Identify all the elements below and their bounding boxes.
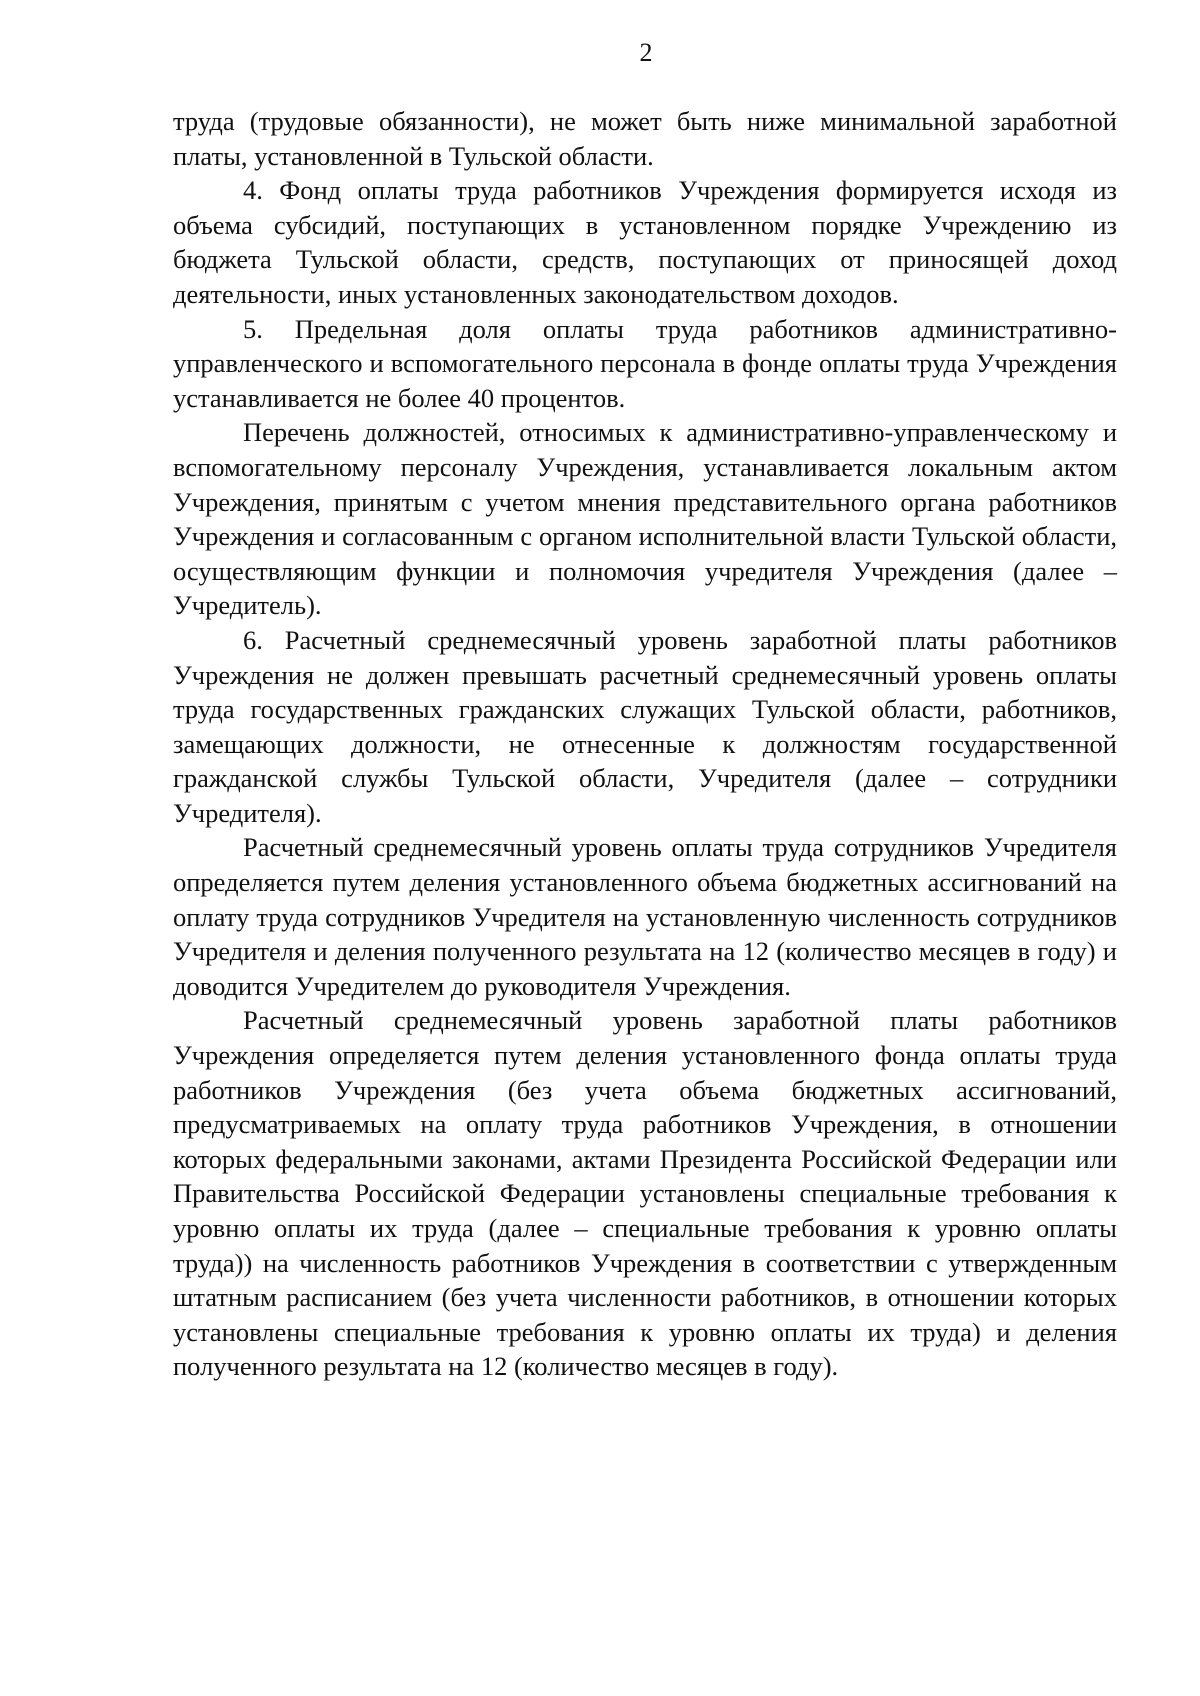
paragraph-continuation: труда (трудовые обязанности), не может быть ниже минимальной заработной платы, установленной в Тульской области.	[173, 106, 1117, 171]
paragraph-founder-salary-level: Расчетный среднемесячный уровень оплаты труда сотрудников Учредителя определяется путем деления установленного объема бюджетных ассигнований на оплату труда сотрудников Учредителя на установленную численность сотрудников Учредителя и деления полученного результата на 12 (количество месяцев в году) и доводится Учредителем до руководителя Учреждения.	[173, 832, 1117, 1001]
paragraph-item-5: 5. Предельная доля оплаты труда работников административно-управленческого и вспомогательного персонала в фонде оплаты труда Учреждения устанавливается не более 40 процентов.	[173, 313, 1117, 413]
document-body	[173, 104, 1117, 1384]
paragraph-item-6: 6. Расчетный среднемесячный уровень заработной платы работников Учреждения не должен превышать расчетный среднемесячный уровень оплаты труда государственных гражданских служащих Тульской области, работников, замещающих должности, не отнесенные к должностям государственной гражданской службы Тульской области, Учредителя (далее – сотрудники Учредителя).	[173, 624, 1117, 828]
paragraph-item-4: 4. Фонд оплаты труда работников Учреждения формируется исходя из объема субсидий, поступающих в установленном порядке Учреждению из бюджета Тульской области, средств, поступающих от приносящей доход деятельности, иных установленных законодательством доходов.	[173, 175, 1117, 309]
paragraph-staff-list: Перечень должностей, относимых к административно-управленческому и вспомогательному персоналу Учреждения, устанавливается локальным актом Учреждения, принятым с учетом мнения представительного органа работников Учреждения и согласованным с органом исполнительной власти Тульской области, осуществляющим функции и полномочия учредителя Учреждения (далее – Учредитель).	[173, 417, 1117, 621]
page-number: 2	[639, 38, 653, 67]
paragraph-institution-salary-level: Расчетный среднемесячный уровень заработной платы работников Учреждения определяется путем деления установленного фонда оплаты труда работников Учреждения (без учета объема бюджетных ассигнований, предусматриваемых на оплату труда работников Учреждения, в отношении которых федеральными законами, актами Президента Российской Федерации или Правительства Российской Федерации установлены специальные требования к уровню оплаты их труда (далее – специальные требования к уровню оплаты труда)) на численность работников Учреждения в соответствии с утвержденным штатным расписанием (без учета численности работников, в отношении которых установлены специальные требования к уровню оплаты их труда) и деления полученного результата на 12 (количество месяцев в году).	[173, 1005, 1117, 1382]
